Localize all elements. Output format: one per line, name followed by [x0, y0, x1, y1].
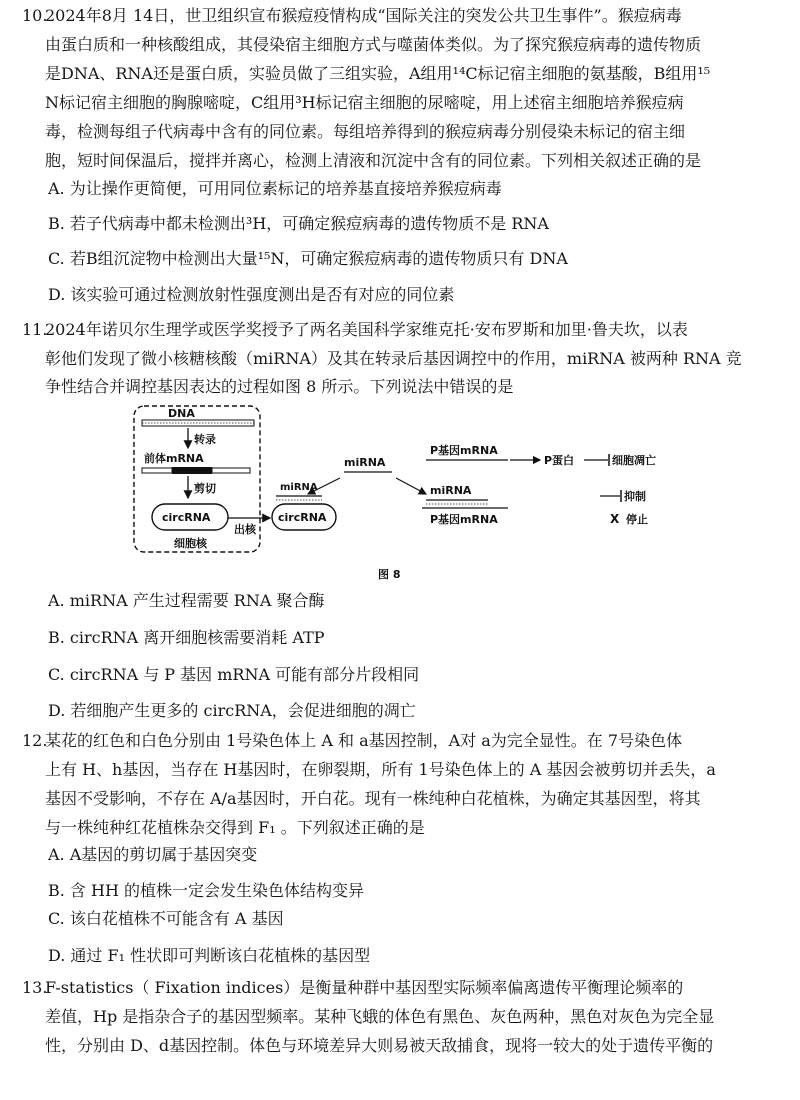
q13-line-2: 差值，Hp 是指杂合子的基因型频率。某种飞蛾的体色有黑色、灰色两种，黑色对灰色为完全显: [45, 1007, 715, 1026]
q12-option-b: B. 含 HH 的植株一定会发生染色体结构变异: [48, 881, 365, 900]
transcription-label: 转录: [194, 433, 216, 446]
pre-mrna-segment-left: [142, 468, 172, 473]
q11-option-a: A. miRNA 产生过程需要 RNA 聚合酶: [48, 591, 325, 610]
q10-option-c: C. 若B组沉淀物中检测出大量¹⁵N，可确定猴痘病毒的遗传物质只有 DNA: [48, 249, 568, 268]
q10-line-1: 2024年8月 14日，世卫组织宣布猴痘疫情构成“国际关注的突发公共卫生事件”。猴痘病毒: [45, 6, 682, 25]
cut-label: 剪切: [194, 482, 216, 495]
dna-strand: [142, 420, 254, 426]
q13-line-3: 性，分别由 D、d基因控制。体色与环境差异大则易被天敌捕食，现将一较大的处于遗传平衡的: [45, 1036, 714, 1055]
circrna-outside-label: circRNA: [278, 511, 327, 524]
q11-option-c: C. circRNA 与 P 基因 mRNA 可能有部分片段相同: [48, 665, 420, 684]
q11-line-1: 2024年诺贝尔生理学或医学奖授予了两名美国科学家维克托·安布罗斯和加里·鲁夫坎，以表: [45, 320, 688, 339]
figure-caption: 图 8: [378, 568, 401, 581]
q11-option-d: D. 若细胞产生更多的 circRNA，会促进细胞的凋亡: [48, 701, 416, 720]
q10-option-d: D. 该实验可通过检测放射性强度测出是否有对应的同位素: [48, 285, 455, 304]
pre-mrna-label: 前体mRNA: [144, 452, 204, 465]
dna-label: DNA: [168, 407, 195, 420]
q12-option-c: C. 该白花植株不可能含有 A 基因: [48, 909, 284, 928]
q10-option-a: A. 为让操作更简便，可用同位素标记的培养基直接培养猴痘病毒: [48, 179, 502, 198]
q12-line-2: 上有 H、h基因，当存在 H基因时，在卵裂期，所有 1号染色体上的 A 基因会被剪切并丢失，a: [45, 760, 716, 779]
mirna-to-pmrna-arrow: [396, 478, 426, 494]
mirna-label: miRNA: [344, 456, 386, 469]
circrna-bound-mirna-label: miRNA: [280, 482, 318, 493]
q13-line-1: F-statistics（ Fixation indices）是衡量种群中基因型实际频率偏离遗传平衡理论频率的: [45, 978, 684, 997]
legend-stop-symbol: X: [610, 512, 620, 526]
q12-line-3: 基因不受影响，不存在 A/a基因时，开白花。现有一株纯种白花植株，为确定其基因型，将其: [45, 789, 701, 808]
p-protein-label: P蛋白: [544, 454, 575, 467]
export-label: 出核: [234, 523, 256, 536]
legend-inhibit-label: 抑制: [624, 490, 646, 503]
q10-line-4: N标记宿主细胞的胸腺嘧啶，C组用³H标记宿主细胞的尿嘧啶，用上述宿主细胞培养猴痘病: [45, 93, 684, 112]
q12-option-d: D. 通过 F₁ 性状即可判断该白花植株的基因型: [48, 946, 371, 965]
q11-line-3: 争性结合并调控基因表达的过程如图 8 所示。下列说法中错误的是: [45, 377, 514, 396]
p-mrna-top-label: P基因mRNA: [430, 444, 498, 457]
q12-line-4: 与一株纯种红花植株杂交得到 F₁ 。下列叙述正确的是: [45, 818, 425, 837]
bound-mirna-label: miRNA: [430, 484, 472, 497]
q11-option-b: B. circRNA 离开细胞核需要消耗 ATP: [48, 628, 325, 647]
q10-line-3: 是DNA、RNA还是蛋白质，实验员做了三组实验，A组用¹⁴C标记宿主细胞的氨基酸，B组用¹⁵: [45, 64, 711, 83]
q10-number: 10.: [22, 6, 48, 25]
q10-option-b: B. 若子代病毒中都未检测出³H，可确定猴痘病毒的遗传物质不是 RNA: [48, 214, 549, 233]
pre-mrna-segment-right: [212, 468, 250, 473]
nucleus-label: 细胞核: [174, 537, 207, 550]
q12-number: 12.: [22, 731, 48, 750]
circrna-inside-label: circRNA: [162, 511, 211, 524]
p-mrna-bottom-label: P基因mRNA: [430, 513, 498, 526]
q12-option-a: A. A基因的剪切属于基因突变: [48, 845, 258, 864]
q10-line-6: 胞，短时间保温后，搅拌并离心，检测上清液和沉淀中含有的同位素。下列相关叙述正确的是: [45, 151, 702, 170]
apoptosis-label: 细胞凋亡: [612, 454, 656, 467]
q10-line-5: 毒，检测每组子代病毒中含有的同位素。每组培养得到的猴痘病毒分别侵染未标记的宿主细: [45, 122, 686, 141]
q10-line-2: 由蛋白质和一种核酸组成，其侵染宿主细胞方式与噬菌体类似。为了探究猴痘病毒的遗传物质: [45, 35, 702, 54]
figure-8-diagram: [130, 402, 656, 586]
q11-line-2: 彰他们发现了微小核糖核酸（miRNA）及其在转录后基因调控中的作用，miRNA 被两种 RNA 竞: [45, 349, 742, 368]
q13-number: 13.: [22, 978, 48, 997]
q12-line-1: 某花的红色和白色分别由 1号染色体上 A 和 a基因控制，A对 a为完全显性。在 7号染色体: [45, 731, 683, 750]
q11-number: 11.: [22, 320, 48, 339]
pre-mrna-segment-middle: [172, 467, 212, 474]
legend-stop-label: 停止: [626, 513, 648, 526]
